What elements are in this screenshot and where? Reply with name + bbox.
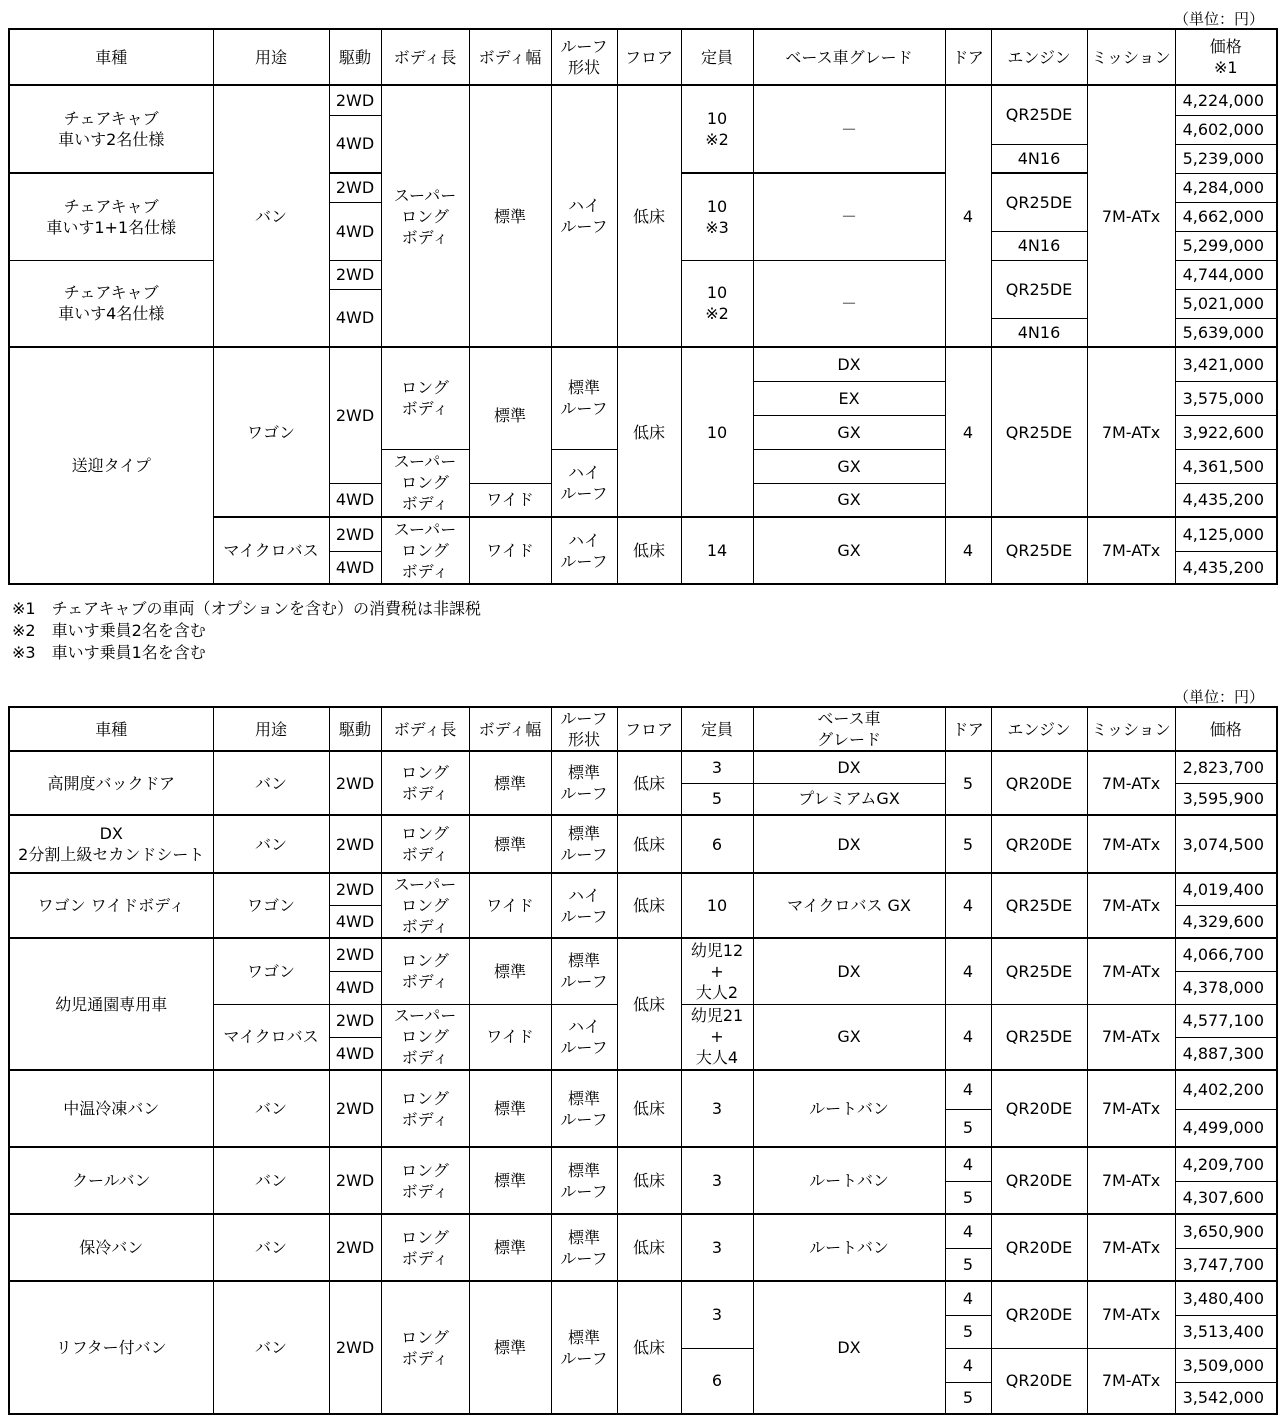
drive-cell: 2WD — [329, 260, 381, 289]
table-row — [9, 1214, 1277, 1248]
grade-cell: DX — [753, 815, 945, 873]
engine-cell: QR25DE — [991, 1004, 1087, 1070]
drive-cell: 2WD — [329, 1214, 381, 1281]
floor-cell: 低床 — [617, 1214, 681, 1281]
capacity-cell: 3 — [681, 1281, 753, 1348]
header-grade: ベース車グレード — [753, 29, 945, 85]
mission-cell: 7M-ATx — [1087, 1004, 1175, 1070]
drive-cell: 4WD — [329, 551, 381, 584]
usage-cell: バン — [213, 1147, 329, 1214]
body-length-cell: スーパー ロング ボディ — [381, 873, 469, 938]
capacity-cell: 3 — [681, 1214, 753, 1281]
body-width-cell: 標準 — [469, 1147, 551, 1214]
header-floor: フロア — [617, 707, 681, 751]
grade-cell: GX — [753, 449, 945, 483]
body-length-cell: スーパー ロング ボディ — [381, 85, 469, 347]
capacity-cell: 3 — [681, 1147, 753, 1214]
roof-cell: 標準 ルーフ — [551, 751, 617, 815]
door-cell: 4 — [945, 1214, 991, 1248]
usage-cell: マイクロバス — [213, 1004, 329, 1070]
price-cell: 5,239,000 — [1175, 144, 1277, 173]
header-roof: ルーフ 形状 — [551, 707, 617, 751]
price-cell: 4,662,000 — [1175, 202, 1277, 231]
body-width-cell: 標準 — [469, 1214, 551, 1281]
header-roof: ルーフ 形状 — [551, 29, 617, 85]
table-row — [9, 873, 1277, 906]
engine-cell: QR20DE — [991, 1070, 1087, 1147]
engine-cell: QR20DE — [991, 1214, 1087, 1281]
body-width-cell: 標準 — [469, 815, 551, 873]
mission-cell: 7M-ATx — [1087, 873, 1175, 938]
model-cell: 中温冷凍バン — [9, 1070, 213, 1147]
capacity-cell: 3 — [681, 1070, 753, 1147]
grade-cell: ルートバン — [753, 1147, 945, 1214]
header-price: 価格 ※1 — [1175, 29, 1277, 85]
body-width-cell: 標準 — [469, 938, 551, 1004]
grade-cell: GX — [753, 1004, 945, 1070]
price-cell: 4,402,200 — [1175, 1070, 1277, 1109]
usage-cell: バン — [213, 1281, 329, 1414]
price-cell: 4,499,000 — [1175, 1109, 1277, 1147]
capacity-cell: 10 — [681, 347, 753, 517]
header-door: ドア — [945, 707, 991, 751]
model-cell: チェアキャブ 車いす2名仕様 — [9, 85, 213, 173]
drive-cell: 4WD — [329, 202, 381, 260]
floor-cell: 低床 — [617, 517, 681, 584]
drive-cell: 4WD — [329, 906, 381, 939]
mission-cell: 7M-ATx — [1087, 815, 1175, 873]
roof-cell: 標準 ルーフ — [551, 1281, 617, 1414]
usage-cell: マイクロバス — [213, 517, 329, 584]
grade-cell: － — [753, 260, 945, 347]
table-row — [9, 815, 1277, 873]
grade-cell: プレミアムGX — [753, 783, 945, 815]
model-cell: クールバン — [9, 1147, 213, 1214]
roof-cell: 標準 ルーフ — [551, 1214, 617, 1281]
model-cell: 高開度バックドア — [9, 751, 213, 815]
model-cell: 送迎タイプ — [9, 347, 213, 584]
header-model: 車種 — [9, 707, 213, 751]
engine-cell: QR25DE — [991, 347, 1087, 517]
door-cell: 5 — [945, 815, 991, 873]
door-cell: 4 — [945, 1004, 991, 1070]
grade-cell: ルートバン — [753, 1214, 945, 1281]
door-cell: 4 — [945, 85, 991, 347]
mission-cell: 7M-ATx — [1087, 938, 1175, 1004]
table-row — [9, 1147, 1277, 1181]
price-cell: 4,224,000 — [1175, 85, 1277, 115]
door-cell: 4 — [945, 517, 991, 584]
engine-cell: 4N16 — [991, 231, 1087, 260]
roof-cell: ハイ ルーフ — [551, 85, 617, 347]
price-table-2 — [8, 706, 1278, 1415]
price-cell: 3,595,900 — [1175, 783, 1277, 815]
drive-cell: 2WD — [329, 1070, 381, 1147]
floor-cell: 低床 — [617, 1147, 681, 1214]
header-engine: エンジン — [991, 29, 1087, 85]
drive-cell: 4WD — [329, 483, 381, 517]
drive-cell: 2WD — [329, 938, 381, 971]
drive-cell: 2WD — [329, 1147, 381, 1214]
body-length-cell: ロング ボディ — [381, 1214, 469, 1281]
footnote-1: ※1 チェアキャブの車両（オプションを含む）の消費税は非課税 — [12, 599, 482, 618]
roof-cell: 標準 ルーフ — [551, 347, 617, 449]
capacity-cell: 14 — [681, 517, 753, 584]
drive-cell: 2WD — [329, 873, 381, 906]
header-grade: ベース車 グレード — [753, 707, 945, 751]
capacity-cell: 3 — [681, 751, 753, 783]
door-cell: 5 — [945, 1248, 991, 1281]
header-capacity: 定員 — [681, 707, 753, 751]
drive-cell: 2WD — [329, 173, 381, 202]
header-body-length: ボディ長 — [381, 29, 469, 85]
price-cell: 3,509,000 — [1175, 1348, 1277, 1382]
table-row — [9, 85, 1277, 115]
model-cell: リフター付バン — [9, 1281, 213, 1414]
body-width-cell: 標準 — [469, 1070, 551, 1147]
drive-cell: 4WD — [329, 115, 381, 173]
mission-cell: 7M-ATx — [1087, 751, 1175, 815]
header-body-width: ボディ幅 — [469, 29, 551, 85]
drive-cell: 2WD — [329, 751, 381, 815]
price-cell: 4,066,700 — [1175, 938, 1277, 971]
roof-cell: 標準 ルーフ — [551, 1070, 617, 1147]
drive-cell: 2WD — [329, 1004, 381, 1037]
header-engine: エンジン — [991, 707, 1087, 751]
door-cell: 5 — [945, 1109, 991, 1147]
engine-cell: 4N16 — [991, 144, 1087, 173]
table-row — [9, 1281, 1277, 1315]
engine-cell: QR25DE — [991, 260, 1087, 318]
header-drive: 駆動 — [329, 29, 381, 85]
capacity-cell: 6 — [681, 815, 753, 873]
capacity-cell: 幼児21 + 大人4 — [681, 1004, 753, 1070]
engine-cell: QR20DE — [991, 1147, 1087, 1214]
price-cell: 4,435,200 — [1175, 551, 1277, 584]
header-body-width: ボディ幅 — [469, 707, 551, 751]
table-row — [9, 347, 1277, 381]
body-width-cell: ワイド — [469, 873, 551, 938]
drive-cell: 4WD — [329, 971, 381, 1004]
engine-cell: QR25DE — [991, 173, 1087, 231]
capacity-cell: 10 ※3 — [681, 173, 753, 260]
floor-cell: 低床 — [617, 347, 681, 517]
header-drive: 駆動 — [329, 707, 381, 751]
price-cell: 3,074,500 — [1175, 815, 1277, 873]
header-price: 価格 — [1175, 707, 1277, 751]
usage-cell: バン — [213, 815, 329, 873]
drive-cell: 2WD — [329, 347, 381, 483]
price-cell: 3,650,900 — [1175, 1214, 1277, 1248]
mission-cell: 7M-ATx — [1087, 1281, 1175, 1348]
body-width-cell: 標準 — [469, 751, 551, 815]
door-cell: 5 — [945, 1382, 991, 1414]
roof-cell: ハイ ルーフ — [551, 873, 617, 938]
body-length-cell: スーパー ロング ボディ — [381, 517, 469, 584]
price-cell: 4,284,000 — [1175, 173, 1277, 202]
floor-cell: 低床 — [617, 938, 681, 1070]
mission-cell: 7M-ATx — [1087, 347, 1175, 517]
price-cell: 3,575,000 — [1175, 381, 1277, 415]
engine-cell: QR25DE — [991, 873, 1087, 938]
capacity-cell: 幼児12 + 大人2 — [681, 938, 753, 1004]
header-usage: 用途 — [213, 707, 329, 751]
usage-cell: バン — [213, 1070, 329, 1147]
engine-cell: QR20DE — [991, 1348, 1087, 1414]
header-model: 車種 — [9, 29, 213, 85]
price-cell: 3,922,600 — [1175, 415, 1277, 449]
body-width-cell: ワイド — [469, 517, 551, 584]
roof-cell: 標準 ルーフ — [551, 1147, 617, 1214]
price-cell: 5,639,000 — [1175, 318, 1277, 347]
floor-cell: 低床 — [617, 873, 681, 938]
footnotes — [12, 598, 481, 664]
price-cell: 5,299,000 — [1175, 231, 1277, 260]
price-cell: 4,307,600 — [1175, 1181, 1277, 1214]
roof-cell: 標準 ルーフ — [551, 938, 617, 1004]
footnote-2: ※2 車いす乗員2名を含む — [12, 621, 206, 640]
grade-cell: マイクロバス GX — [753, 873, 945, 938]
mission-cell: 7M-ATx — [1087, 85, 1175, 347]
mission-cell: 7M-ATx — [1087, 517, 1175, 584]
header-capacity: 定員 — [681, 29, 753, 85]
roof-cell: ハイ ルーフ — [551, 1004, 617, 1070]
header-door: ドア — [945, 29, 991, 85]
capacity-cell: 10 — [681, 873, 753, 938]
header-row — [9, 29, 1277, 85]
usage-cell: バン — [213, 751, 329, 815]
price-cell: 5,021,000 — [1175, 289, 1277, 318]
engine-cell: QR20DE — [991, 815, 1087, 873]
door-cell: 4 — [945, 347, 991, 517]
mission-cell: 7M-ATx — [1087, 1214, 1175, 1281]
model-cell: チェアキャブ 車いす1+1名仕様 — [9, 173, 213, 260]
door-cell: 5 — [945, 1315, 991, 1348]
header-mission: ミッション — [1087, 29, 1175, 85]
grade-cell: EX — [753, 381, 945, 415]
footnote-3: ※3 車いす乗員1名を含む — [12, 643, 206, 662]
price-cell: 3,542,000 — [1175, 1382, 1277, 1414]
price-cell: 2,823,700 — [1175, 751, 1277, 783]
grade-cell: GX — [753, 517, 945, 584]
body-width-cell: ワイド — [469, 1004, 551, 1070]
door-cell: 4 — [945, 1348, 991, 1382]
table-row — [9, 938, 1277, 971]
header-floor: フロア — [617, 29, 681, 85]
grade-cell: GX — [753, 415, 945, 449]
grade-cell: － — [753, 173, 945, 260]
body-length-cell: ロング ボディ — [381, 1070, 469, 1147]
body-length-cell: ロング ボディ — [381, 347, 469, 449]
table-row — [9, 751, 1277, 783]
door-cell: 4 — [945, 1070, 991, 1109]
body-length-cell: ロング ボディ — [381, 938, 469, 1004]
unit-label-2: （単位：円） — [1173, 688, 1264, 706]
body-length-cell: ロング ボディ — [381, 751, 469, 815]
body-length-cell: ロング ボディ — [381, 1147, 469, 1214]
engine-cell: QR25DE — [991, 85, 1087, 144]
price-cell: 4,887,300 — [1175, 1037, 1277, 1070]
header-mission: ミッション — [1087, 707, 1175, 751]
price-cell: 4,019,400 — [1175, 873, 1277, 906]
price-cell: 4,378,000 — [1175, 971, 1277, 1004]
grade-cell: DX — [753, 938, 945, 1004]
floor-cell: 低床 — [617, 815, 681, 873]
grade-cell: DX — [753, 347, 945, 381]
grade-cell: ルートバン — [753, 1070, 945, 1147]
unit-label-1: （単位：円） — [1173, 10, 1264, 28]
drive-cell: 4WD — [329, 1037, 381, 1070]
capacity-cell: 10 ※2 — [681, 260, 753, 347]
usage-cell: ワゴン — [213, 873, 329, 938]
engine-cell: QR25DE — [991, 938, 1087, 1004]
floor-cell: 低床 — [617, 1281, 681, 1414]
roof-cell: 標準 ルーフ — [551, 815, 617, 873]
mission-cell: 7M-ATx — [1087, 1070, 1175, 1147]
price-cell: 4,329,600 — [1175, 906, 1277, 939]
header-row — [9, 707, 1277, 751]
capacity-cell: 5 — [681, 783, 753, 815]
roof-cell: ハイ ルーフ — [551, 449, 617, 517]
grade-cell: GX — [753, 483, 945, 517]
model-cell: 保冷バン — [9, 1214, 213, 1281]
model-cell: DX 2分割上級セカンドシート — [9, 815, 213, 873]
door-cell: 4 — [945, 1281, 991, 1315]
price-cell: 4,125,000 — [1175, 517, 1277, 551]
model-cell: 幼児通園専用車 — [9, 938, 213, 1070]
body-width-cell: ワイド — [469, 483, 551, 517]
body-length-cell: ロング ボディ — [381, 815, 469, 873]
usage-cell: ワゴン — [213, 347, 329, 517]
drive-cell: 2WD — [329, 85, 381, 115]
engine-cell: 4N16 — [991, 318, 1087, 347]
usage-cell: ワゴン — [213, 938, 329, 1004]
price-cell: 4,744,000 — [1175, 260, 1277, 289]
door-cell: 5 — [945, 1181, 991, 1214]
floor-cell: 低床 — [617, 751, 681, 815]
drive-cell: 2WD — [329, 517, 381, 551]
body-length-cell: スーパー ロング ボディ — [381, 1004, 469, 1070]
floor-cell: 低床 — [617, 1070, 681, 1147]
mission-cell: 7M-ATx — [1087, 1147, 1175, 1214]
price-cell: 4,577,100 — [1175, 1004, 1277, 1037]
body-width-cell: 標準 — [469, 1281, 551, 1414]
price-cell: 4,602,000 — [1175, 115, 1277, 144]
model-cell: チェアキャブ 車いす4名仕様 — [9, 260, 213, 347]
door-cell: 5 — [945, 751, 991, 815]
body-width-cell: 標準 — [469, 347, 551, 483]
capacity-cell: 6 — [681, 1348, 753, 1414]
body-width-cell: 標準 — [469, 85, 551, 347]
door-cell: 4 — [945, 1147, 991, 1181]
mission-cell: 7M-ATx — [1087, 1348, 1175, 1414]
price-cell: 3,513,400 — [1175, 1315, 1277, 1348]
drive-cell: 2WD — [329, 815, 381, 873]
engine-cell: QR20DE — [991, 1281, 1087, 1348]
grade-cell: DX — [753, 751, 945, 783]
roof-cell: ハイ ルーフ — [551, 517, 617, 584]
door-cell: 4 — [945, 938, 991, 1004]
body-length-cell: ロング ボディ — [381, 1281, 469, 1414]
engine-cell: QR20DE — [991, 751, 1087, 815]
usage-cell: バン — [213, 85, 329, 347]
body-length-cell: スーパー ロング ボディ — [381, 449, 469, 517]
price-cell: 3,747,700 — [1175, 1248, 1277, 1281]
grade-cell: － — [753, 85, 945, 173]
grade-cell: DX — [753, 1281, 945, 1414]
price-cell: 4,361,500 — [1175, 449, 1277, 483]
header-body-length: ボディ長 — [381, 707, 469, 751]
price-cell: 4,435,200 — [1175, 483, 1277, 517]
table-row — [9, 1070, 1277, 1109]
model-cell: ワゴン ワイドボディ — [9, 873, 213, 938]
drive-cell: 2WD — [329, 1281, 381, 1414]
drive-cell: 4WD — [329, 289, 381, 347]
floor-cell: 低床 — [617, 85, 681, 347]
engine-cell: QR25DE — [991, 517, 1087, 584]
price-table-1 — [8, 28, 1278, 585]
price-cell: 4,209,700 — [1175, 1147, 1277, 1181]
capacity-cell: 10 ※2 — [681, 85, 753, 173]
usage-cell: バン — [213, 1214, 329, 1281]
price-cell: 3,480,400 — [1175, 1281, 1277, 1315]
price-cell: 3,421,000 — [1175, 347, 1277, 381]
header-usage: 用途 — [213, 29, 329, 85]
door-cell: 4 — [945, 873, 991, 938]
